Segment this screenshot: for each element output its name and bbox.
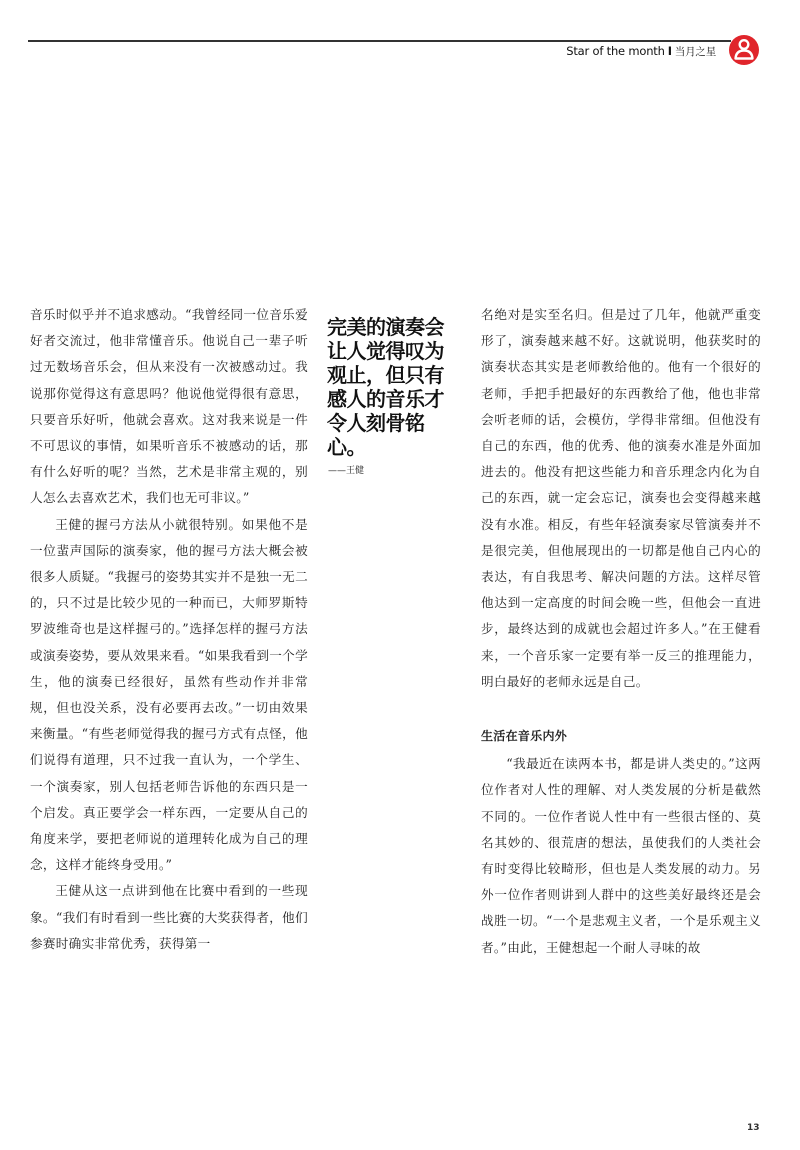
right-column bbox=[481, 302, 761, 961]
header-title-cn: 当月之星 bbox=[674, 46, 716, 58]
pull-quote: 完美的演奏会让人觉得叹为观止，但只有感人的音乐才令人刻骨铭心。 bbox=[327, 315, 444, 459]
header-title-en: Star of the month bbox=[566, 44, 665, 58]
body-paragraph: 王健的握弓方法从小就很特别。如果他不是一位蜚声国际的演奏家，他的握弓方法大概会被很多人质疑。“我握弓的姿势其实并不是独一无二的，只不过是比较少见的一种而已，大师罗斯特罗波维奇也是这样握弓的。”选择怎样的握弓方法或演奏姿势，要从效果来看。“如果我看到一个学生，他的演奏已经很好，虽然有些动作并非常规，但也没关系，没有必要再去改。”一切由效果来衡量。“有些老师觉得我的握弓方式有点怪，他们说得有道理，只不过我一直认为，一个学生、一个演奏家，别人包括老师告诉他的东西只是一个启发。真正要学会一样东西，一定要从自己的角度来学，要把老师说的道理转化成为自己的理念，这样才能终身受用。” bbox=[30, 516, 308, 873]
header-separator: I bbox=[667, 44, 672, 58]
section-heading: 生活在音乐内外 bbox=[481, 729, 568, 744]
body-paragraph: 王健从这一点讲到他在比赛中看到的一些现象。“我们有时看到一些比赛的大奖获得者，他们参赛时确实非常优秀，获得第一 bbox=[30, 883, 308, 951]
body-paragraph: 音乐时似乎并不追求感动。“我曾经同一位音乐爱好者交流过，他非常懂音乐。他说自己一辈子听过无数场音乐会，但从来没有一次被感动过。我说那你觉得这有意思吗？他说他觉得很有意思，只要音乐好听，他就会喜欢。这对我来说是一件不可思议的事情，如果听音乐不被感动的话，那有什么好听的呢？当然，艺术是非常主观的，别人怎么去喜欢艺术，我们也无可非议。” bbox=[30, 307, 308, 506]
body-paragraph: “我最近在读两本书，都是讲人类史的。”这两位作者对人性的理解、对人类发展的分析是截然不同的。一位作者说人性中有一些很古怪的、莫名其妙的、很荒唐的想法，虽使我们的人类社会有时变得比较畸形，但也是人类发展的动力。另外一位作者则讲到人群中的这些美好最终还是会战胜一切。“一个是悲观主义者，一个是乐观主义者。”由此，王健想起一个耐人寻味的故 bbox=[481, 756, 761, 955]
star-of-month-logo-icon bbox=[728, 34, 760, 66]
body-paragraph: 名绝对是实至名归。但是过了几年，他就严重变形了，演奏越来越不好。这就说明，他获奖时的演奏状态其实是老师教给他的。他有一个很好的老师，手把手把最好的东西教给了他，他也非常会听老师的话，会模仿，学得非常细。但他没有自己的东西，他的优秀、他的演奏水准是外面加进去的。他没有把这些能力和音乐理念内化为自己的东西，就一定会忘记，演奏也会变得越来越没有水准。相反，有些年轻演奏家尽管演奏并不是很完美，但他展现出的一切都是他自己内心的表达，有自我思考、解决问题的方法。这样尽管他达到一定高度的时间会晚一些，但他会一直进步，最终达到的成就也会超过许多人。”在王健看来，一个音乐家一定要有举一反三的推理能力，明白最好的老师永远是自己。 bbox=[481, 307, 761, 689]
left-column bbox=[30, 302, 308, 957]
header-rule bbox=[28, 40, 731, 42]
pull-quote-author: ——王健 bbox=[328, 466, 365, 476]
header-title bbox=[566, 44, 716, 59]
page-number: 13 bbox=[747, 1123, 760, 1133]
